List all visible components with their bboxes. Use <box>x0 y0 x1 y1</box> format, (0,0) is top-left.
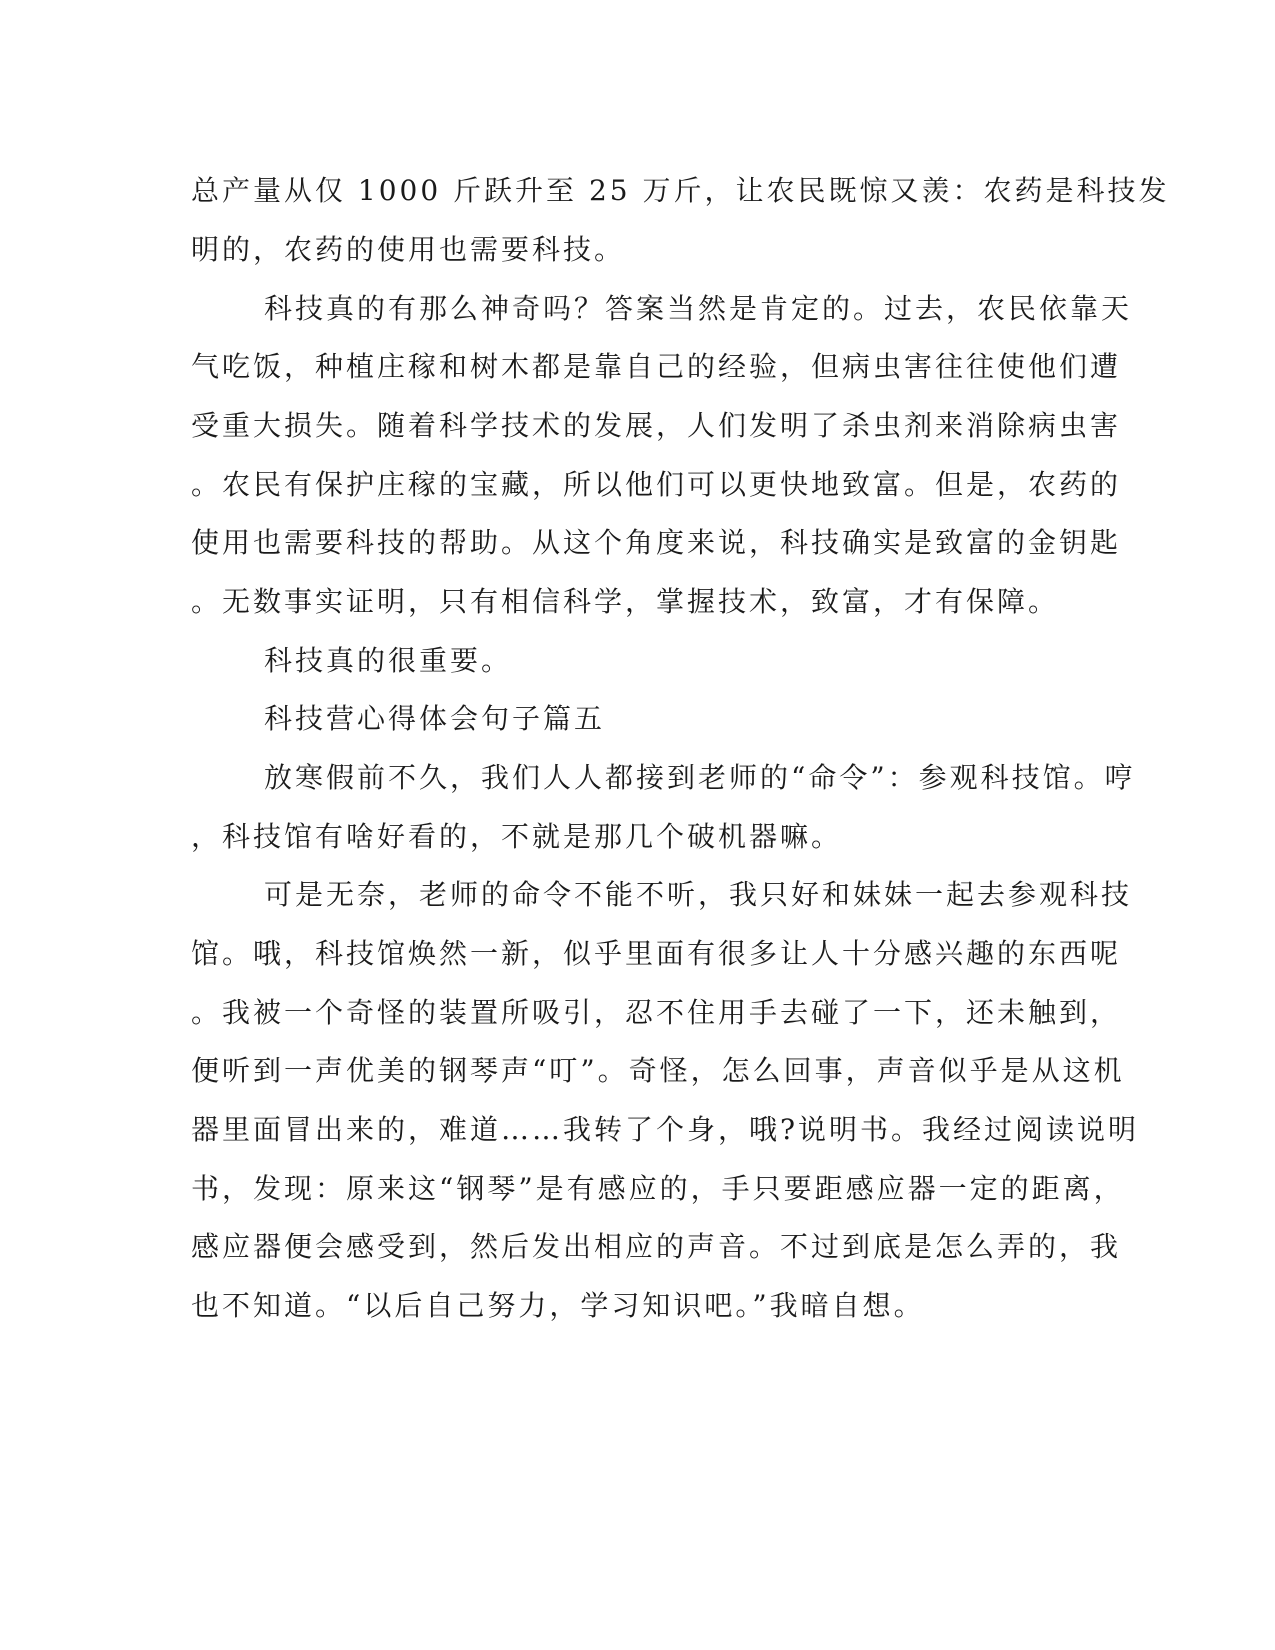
text-line-5: 受重大损失。随着科学技术的发展，人们发明了杀虫剂来消除病虫害 <box>191 409 1122 442</box>
text-line-18: 书，发现：原来这“钢琴”是有感应的，手只要距感应器一定的距离， <box>191 1172 1125 1205</box>
text-line-15: 。我被一个奇怪的装置所吸引，忍不住用手去碰了一下，还未触到， <box>191 996 1122 1029</box>
text-line-8: 。无数事实证明，只有相信科学，掌握技术，致富，才有保障。 <box>191 585 1060 618</box>
text-line-4: 气吃饭，种植庄稼和树木都是靠自己的经验，但病虫害往往使他们遭 <box>191 350 1122 383</box>
text-line-14: 馆。哦，科技馆焕然一新，似乎里面有很多让人十分感兴趣的东西呢 <box>191 937 1122 970</box>
text-line-13: 可是无奈，老师的命令不能不听，我只好和妹妹一起去参观科技 <box>264 878 1133 911</box>
text-line-17: 器里面冒出来的，难道……我转了个身，哦?说明书。我经过阅读说明 <box>191 1113 1140 1146</box>
text-line-7: 使用也需要科技的帮助。从这个角度来说，科技确实是致富的金钥匙 <box>191 526 1122 559</box>
text-line-9: 科技真的很重要。 <box>264 644 513 677</box>
section-heading: 科技营心得体会句子篇五 <box>264 702 606 735</box>
text-line-2: 明的，农药的使用也需要科技。 <box>191 233 626 266</box>
text-line-11: 放寒假前不久，我们人人都接到老师的“命令”：参观科技馆。哼 <box>264 761 1136 794</box>
text-line-12: ，科技馆有啥好看的，不就是那几个破机器嘛。 <box>191 820 843 853</box>
text-line-3: 科技真的有那么神奇吗？答案当然是肯定的。过去，农民依靠天 <box>264 292 1133 325</box>
text-line-6: 。农民有保护庄稼的宝藏，所以他们可以更快地致富。但是，农药的 <box>191 468 1122 501</box>
text-line-16: 便听到一声优美的钢琴声“叮”。奇怪，怎么回事，声音似乎是从这机 <box>191 1054 1125 1087</box>
text-line-19: 感应器便会感受到，然后发出相应的声音。不过到底是怎么弄的，我 <box>191 1230 1122 1263</box>
text-line-20: 也不知道。“以后自己努力，学习知识吧。”我暗自想。 <box>191 1289 925 1322</box>
text-line-1: 总产量从仅 1000 斤跃升至 25 万斤，让农民既惊又羡：农药是科技发 <box>191 174 1170 207</box>
